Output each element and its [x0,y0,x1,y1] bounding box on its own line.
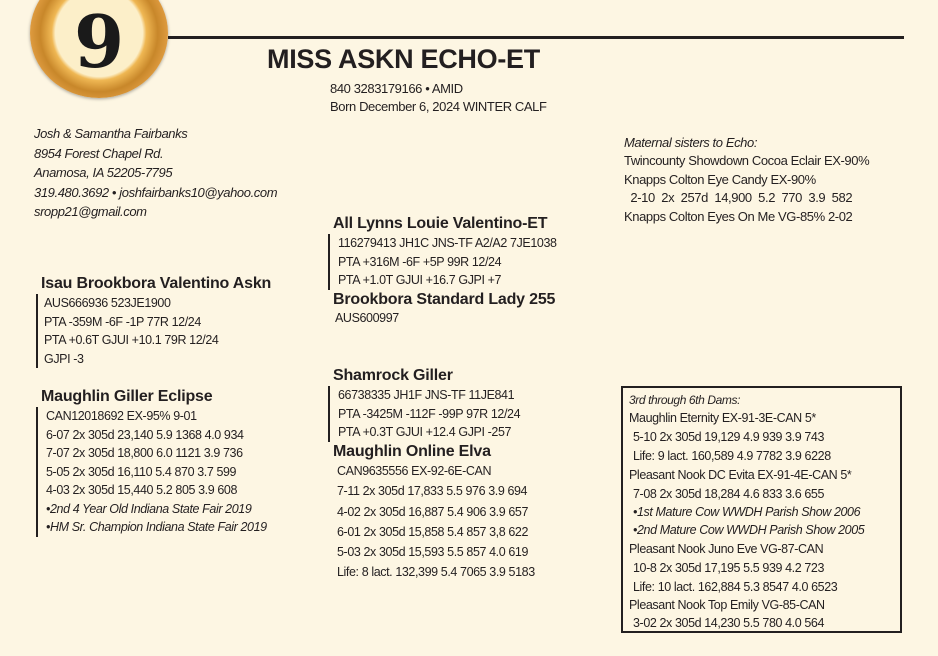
extended-dams-box [621,386,902,633]
sire-sire-line: PTA +316M -6F +5P 99R 12/24 [338,254,502,269]
dam-dam-name: Maughlin Online Elva [333,443,491,460]
dam-sire-info [328,386,520,442]
ancestor-dam-name: Pleasant Nook Juno Eve VG-87-CAN [629,542,824,556]
dam-info [36,407,267,537]
animal-name: MISS ASKN ECHO-ET [267,44,540,74]
ancestor-dam-lifetime: Life: 9 lact. 160,589 4.9 7782 3.9 6228 [633,449,831,463]
maternal-sister: Twincounty Showdown Cocoa Eclair EX-90% [624,153,870,168]
dam-show-note: •2nd 4 Year Old Indiana State Fair 2019 [46,501,252,516]
dam-dam-line: CAN9635556 EX-92-6E-CAN [337,464,492,478]
maternal-sister: Knapps Colton Eye Candy EX-90% [624,172,816,187]
maternal-sister: Knapps Colton Eyes On Me VG-85% 2-02 [624,209,853,224]
title-rule [168,36,904,39]
sire-sire-line: PTA +1.0T GJUI +16.7 GJPI +7 [338,273,502,287]
consignor-city: Anamosa, IA 52205-7795 [34,165,173,180]
consignor-email: sropp21@gmail.com [34,204,147,219]
sire-line: PTA +0.6T GJUI +10.1 79R 12/24 [44,333,219,347]
dam-record: 5-05 2x 305d 16,110 5.4 870 3.7 599 [46,464,237,479]
sire-dam-name: Brookbora Standard Lady 255 [333,291,556,308]
sire-line: GJPI -3 [44,351,84,366]
ancestor-dam-lifetime: Life: 10 lact. 162,884 5.3 8547 4.0 6523 [633,580,838,594]
dam-dam-lifetime: Life: 8 lact. 132,399 5.4 7065 3.9 5183 [337,565,535,580]
dam-line: CAN12018692 EX-95% 9-01 [46,409,197,423]
dam-dam-info [337,461,535,583]
ancestor-dam-record: 5-10 2x 305d 19,129 4.9 939 3.9 743 [633,430,825,444]
dam-sire-line: 66738335 JH1F JNS-TF 11JE841 [338,388,515,402]
consignor-address: 8954 Forest Chapel Rd. [34,145,164,161]
ancestor-dam-show-note: •2nd Mature Cow WWDH Parish Show 2005 [633,523,865,537]
lot-number-badge [30,0,168,98]
dam-dam-record: 5-03 2x 305d 15,593 5.5 857 4.0 619 [337,545,529,560]
sire-info [36,294,218,368]
dam-dam-record: 7-11 2x 305d 17,833 5.5 976 3.9 694 [337,484,528,499]
dam-sire-name: Shamrock Giller [333,367,453,384]
dam-record: 4-03 2x 305d 15,440 5.2 805 3.9 608 [46,483,238,497]
dam-sire-line: PTA -3425M -112F -99P 97R 12/24 [338,406,521,421]
consignor-info [34,124,277,222]
sire-sire-info [328,234,557,290]
ancestor-dam-record: 7-08 2x 305d 18,284 4.6 833 3.6 655 [633,487,825,501]
maternal-sister-record: 2-10 2x 257d 14,900 5.2 770 3.9 582 [624,190,853,205]
sire-dam-reg: AUS600997 [335,311,399,325]
maternal-sisters-heading: Maternal sisters to Echo: [624,135,758,150]
lot-number: 9 [73,0,125,84]
dam-record: 6-07 2x 305d 23,140 5.9 1368 4.0 934 [46,427,244,442]
sire-line: PTA -359M -6F -1P 77R 12/24 [44,314,201,329]
consignor-name: Josh & Samantha Fairbanks [34,126,188,141]
dam-dam-record: 6-01 2x 305d 15,858 5.4 857 3,8 622 [337,524,529,539]
sire-sire-line: 116279413 JH1C JNS-TF A2/A2 7JE1038 [338,236,557,250]
sire-name: Isau Brookbora Valentino Askn [41,275,272,292]
dam-name: Maughlin Giller Eclipse [41,388,213,405]
ancestor-dam-name: Pleasant Nook DC Evita EX-91-4E-CAN 5* [629,468,852,482]
sire-line: AUS666936 523JE1900 [44,296,171,310]
extended-dams-heading: 3rd through 6th Dams: [629,393,740,407]
dam-record: 7-07 2x 305d 18,800 6.0 1121 3.9 736 [46,446,243,460]
ancestor-dam-record: 10-8 2x 305d 17,195 5.5 939 4.2 723 [633,561,825,575]
consignor-phone-email: 319.480.3692 • joshfairbanks10@yahoo.com [34,184,278,200]
ancestor-dam-name: Pleasant Nook Top Emily VG-85-CAN [629,598,825,612]
sire-sire-name: All Lynns Louie Valentino-ET [333,215,548,232]
dam-sire-line: PTA +0.3T GJUI +12.4 GJPI -257 [338,425,512,439]
ancestor-dam-name: Maughlin Eternity EX-91-3E-CAN 5* [629,411,816,425]
registration-line: 840 3283179166 • AMID [330,81,463,96]
ancestor-dam-show-note: •1st Mature Cow WWDH Parish Show 2006 [633,505,861,519]
ancestor-dam-record: 3-02 2x 305d 14,230 5.5 780 4.0 564 [633,616,825,630]
dam-dam-record: 4-02 2x 305d 16,887 5.4 906 3.9 657 [337,504,529,519]
birth-date-line: Born December 6, 2024 WINTER CALF [330,99,547,114]
dam-show-note: •HM Sr. Champion Indiana State Fair 2019 [46,520,267,534]
